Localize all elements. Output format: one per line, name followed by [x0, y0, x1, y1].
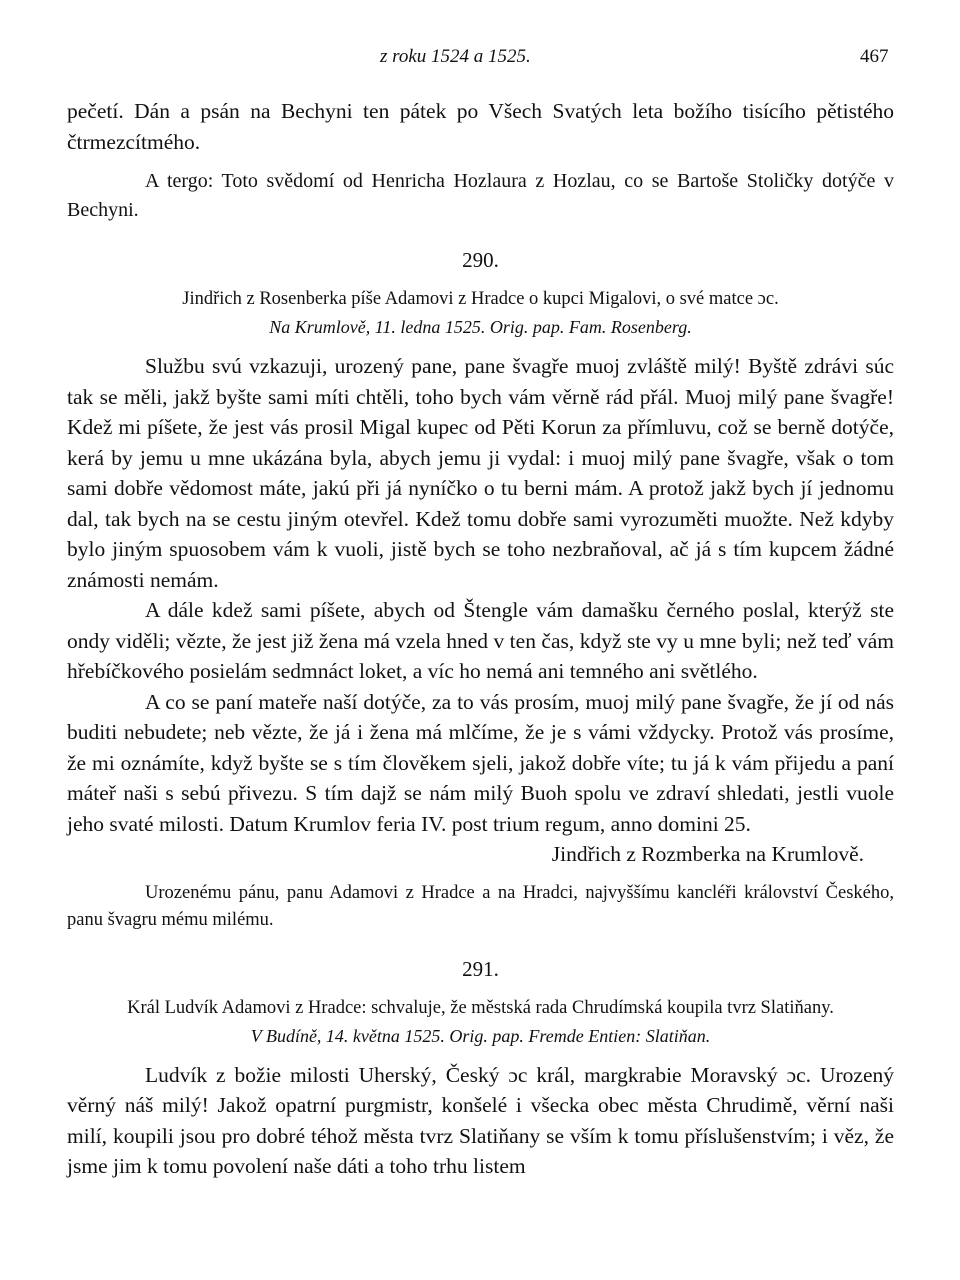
previous-document-ending: pečetí. Dán a psán na Bechyni ten pátek po Všech Svatých leta božího tisícího pětistého čtrmezcítmého.	[67, 99, 894, 154]
document-291-regest: Král Ludvík Adamovi z Hradce: schvaluje, že městská rada Chrudímská koupila tvrz Slatiňany.	[127, 997, 834, 1018]
document-291-source: V Budíně, 14. května 1525. Orig. pap. Fremde Entien: Slatiňan.	[250, 1025, 711, 1046]
document-290-address: Urozenému pánu, panu Adamovi z Hradce a na Hradci, najvyššímu kancléři království Českého, panu švagru mému milému.	[67, 882, 894, 930]
a-tergo-note: A tergo: Toto svědomí od Henricha Hozlaura z Hozlau, co se Bartoše Stoličky dotýče v Bechyni.	[67, 170, 894, 221]
running-title: z roku 1524 a 1525.	[380, 46, 531, 67]
document-290-paragraph: A dále kdež sami píšete, abych od Štengle vám damašku černého poslal, kterýž ste ondy viděli; vězte, že jest již žena má vzela hned v ten čas, když ste vy u mne byli; než teď vám hřebíčkového posielám sedmnáct loket, a víc ho nemá ani temného ani světlého.	[67, 598, 894, 683]
document-290-paragraph: A co se paní mateře naší dotýče, za to vás prosím, muoj milý pane švagře, že jí od nás buditi nebudete; neb vězte, že já i žena má mlčíme, že je s vámi vždycky. Protož vás prosíme, že mi oznámíte, když byšte se s tím člověkem sjeli, jakož dobře víte; tu já k vám přijedu a paní máteř naši s sebú přivezu. S tím dajž se nám milý Buoh spolu ve zdraví shledati, jestli vuole jeho svaté milosti. Datum Krumlov feria IV. post trium regum, anno domini 25.	[67, 689, 894, 836]
page-number: 467	[860, 46, 889, 67]
page-header	[0, 46, 960, 72]
document-291-paragraph: Ludvík z božie milosti Uherský, Český ɔc král, margkrabie Moravský ɔc. Urozený věrný náš milý! Jakož opatrní purgmistr, konšelé i všecka obec města Chrudimě, věrní naši milí, koupili jsou pro dobré téhož města tvrz Slatiňany se vším k tomu příslušenstvím; i věz, že jsme jim k tomu povolení naše dáti a toho trhu listem	[67, 1062, 894, 1178]
document-290-source: Na Krumlově, 11. ledna 1525. Orig. pap. Fam. Rosenberg.	[269, 317, 692, 337]
document-290-paragraph: Službu svú vzkazuji, urozený pane, pane švagře muoj zvláště milý! Byště zdrávi súc tak se měli, jakž byšte sami míti chtěli, toho bych vám věrně rád přál. Muoj milý pane švagře! Kdež mi píšete, že jest vás prosil Migal kupec od Pěti Korun za přímluvu, což se berně dotýče, kerá by jemu u mne ukázána byla, abych jemu ji vydal: i muoj milý pane švagře, však o tom sami dobře vědomost máte, jakú při já nyníčko o tu berni mám. A protož jakž bych jí jednomu dal, tak bych na se cestu jiným otevřel. Kdež tomu dobře sami vyrozuměti muožte. Než kdyby bylo jiným spuosobem vám k vuoli, jistě bych se toho nezbraňoval, ač já s tím kupcem žádné známosti nemám.	[67, 354, 894, 592]
document-290-signature: Jindřich z Rozmberka na Krumlově.	[551, 842, 864, 866]
document-number-291: 291.	[462, 956, 499, 981]
main-text	[67, 96, 894, 1182]
document-number-290: 290.	[462, 248, 499, 272]
document-290-regest: Jindřich z Rosenberka píše Adamovi z Hradce o kupci Migalovi, o své matce ɔc.	[182, 289, 779, 309]
